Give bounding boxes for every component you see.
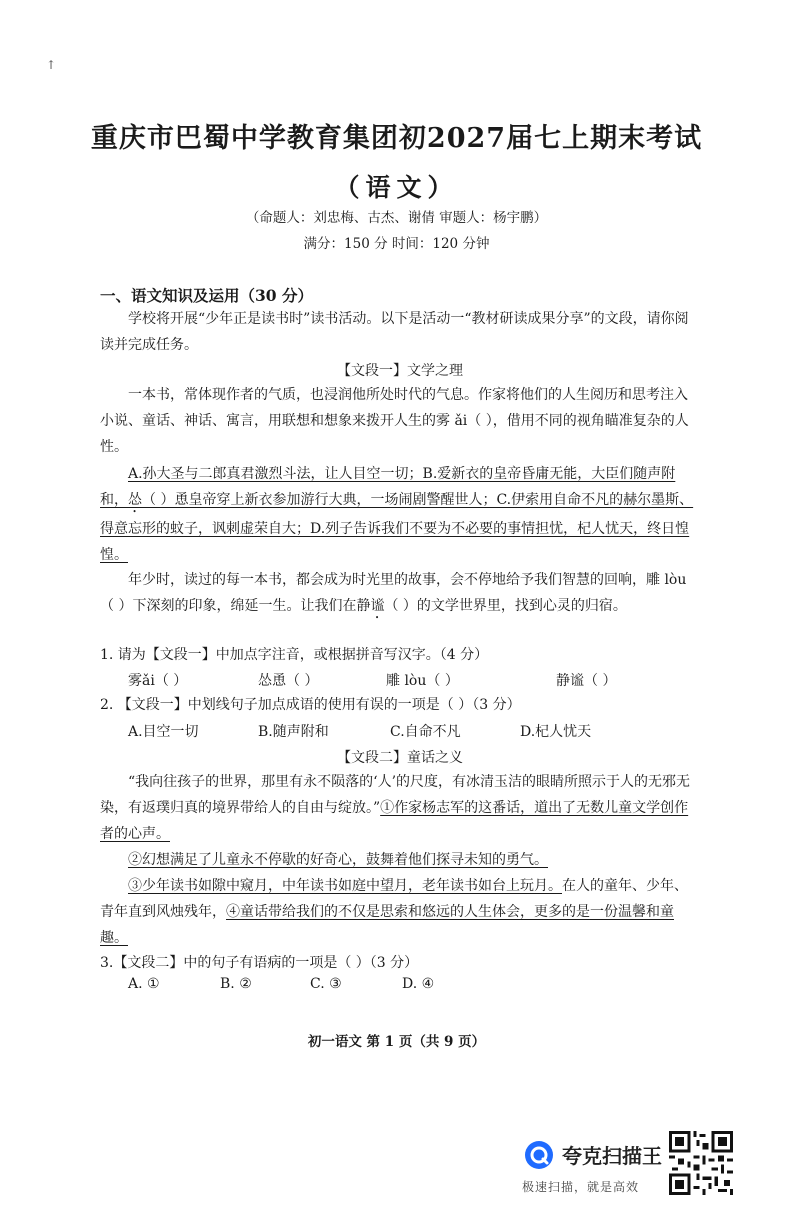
q2-option-b: B.随声附和 xyxy=(258,724,329,740)
qr-code-icon xyxy=(669,1131,733,1195)
intro-paragraph: 学校将开展“少年正是读书时”读书活动。以下是活动一“教材研读成果分享”的文段，请你阅读并完成任务。 xyxy=(100,311,689,353)
q3-option-d: D. ④ xyxy=(402,976,435,992)
question1-stem: 1. 请为【文段一】中加点字注音，或根据拼音写汉字。（4 分） xyxy=(100,647,489,663)
sentence-1: ①作家杨志军的这番话，道出了无数儿童文学创作者的心声。 xyxy=(100,800,689,842)
passage2-paragraph3 xyxy=(100,873,700,951)
passage2-paragraph2 xyxy=(100,847,700,873)
dotted-char-mi: 谧 xyxy=(370,598,385,614)
q3-option-c: C. ③ xyxy=(310,976,342,992)
q2-option-a: A.目空一切 xyxy=(128,724,199,740)
quark-logo-icon xyxy=(524,1140,554,1170)
q1-item-3: 雕 lòu（ ） xyxy=(386,673,459,689)
page-footer: 初一语文 第 1 页（共 9 页） xyxy=(307,1034,486,1050)
question2-stem: 2. 【文段一】中划线句子加点成语的使用有误的一项是（ ）（3 分） xyxy=(100,697,521,713)
dotted-char-song: 怂 xyxy=(128,492,142,508)
brand-slogan: 极速扫描，就是高效 xyxy=(522,1180,640,1194)
underlined-sentences-b: （ ）恿皇帝穿上新衣参加游行大典，一场闹剧警醒世人；C.伊索用自命不凡的赫尔墨斯、得意忘形的蚊子，讽刺虚荣自大；D.列子告诉我们不要为不必要的事情担忧，杞人忧天，终日惶惶。 xyxy=(100,492,694,563)
exam-authors: （命题人：刘忠梅、古杰、谢倩 审题人：杨宇鹏） xyxy=(245,210,548,226)
passage1-paragraph3 xyxy=(100,567,700,622)
q2-option-c: C.自命不凡 xyxy=(390,724,461,740)
exam-subject: （语文） xyxy=(334,173,459,202)
q1-item-4: 静谧（ ） xyxy=(556,673,617,689)
paragraph3-text-a: 年少时，读过的每一本书，都会成为时光里的故事，会不停地给予我们智慧的回响，雕 lòu（ ）下深刻的印象，绵延一生。让我们在静 xyxy=(100,572,687,614)
passage1-paragraph1: 一本书，常体现作者的气质，也浸润他所处时代的气息。作家将他们的人生阅历和思考注入小说、童话、神话、寓言，用联想和想象来拨开人生的雾 ǎi（ ），借用不同的视角瞄准复杂的人性。 xyxy=(100,387,689,455)
quote-text: “我向往孩子的世界，那里有永不陨落的‘人’的尺度，有冰清玉洁的眼睛所照示于人的无邪无染，有返璞归真的境界带给人的自由与绽放。” xyxy=(100,774,691,816)
q2-option-d: D.杞人忧天 xyxy=(520,724,592,740)
sentence-3: ③少年读书如隙中窥月，中年读书如庭中望月，老年读书如台上玩月。 xyxy=(128,878,562,894)
paragraph3-text-b: （ ）的文学世界里，找到心灵的归宿。 xyxy=(384,598,627,614)
q3-option-b: B. ② xyxy=(220,976,252,992)
corner-mark: ↑ xyxy=(46,58,57,72)
passage1-paragraph2 xyxy=(100,461,700,568)
exam-score-time: 满分：150 分 时间：120 分钟 xyxy=(303,236,490,252)
q3-option-a: A. ① xyxy=(128,976,160,992)
passage2-paragraph1 xyxy=(100,769,700,847)
underlined-sentences-a: A.孙大圣与二郎真君激烈斗法，让人目空一切；B.爱新衣的皇帝昏庸无能，大臣们随声附和， xyxy=(100,466,676,508)
q1-item-1: 雾ǎi（ ） xyxy=(128,673,188,689)
brand-name: 夸克扫描王 xyxy=(562,1144,662,1168)
passage2-heading: 【文段二】童话之义 xyxy=(337,750,463,766)
section-heading: 一、语文知识及运用（30 分） xyxy=(100,286,313,305)
q1-item-2: 怂恿（ ） xyxy=(258,673,319,689)
connecting-text: 在人的童年、少年、青年直到风烛残年， xyxy=(100,878,688,920)
passage1-heading: 【文段一】文学之理 xyxy=(337,363,463,379)
exam-title: 重庆市巴蜀中学教育集团初2027届七上期末考试 xyxy=(90,123,703,154)
sentence-4: ④童话带给我们的不仅是思索和悠远的人生体会，更多的是一份温馨和童趣。 xyxy=(100,904,674,946)
question3-stem: 3.【文段二】中的句子有语病的一项是（ ）（3 分） xyxy=(100,955,419,971)
sentence-2: ②幻想满足了儿童永不停歇的好奇心，鼓舞着他们探寻未知的勇气。 xyxy=(128,852,548,868)
